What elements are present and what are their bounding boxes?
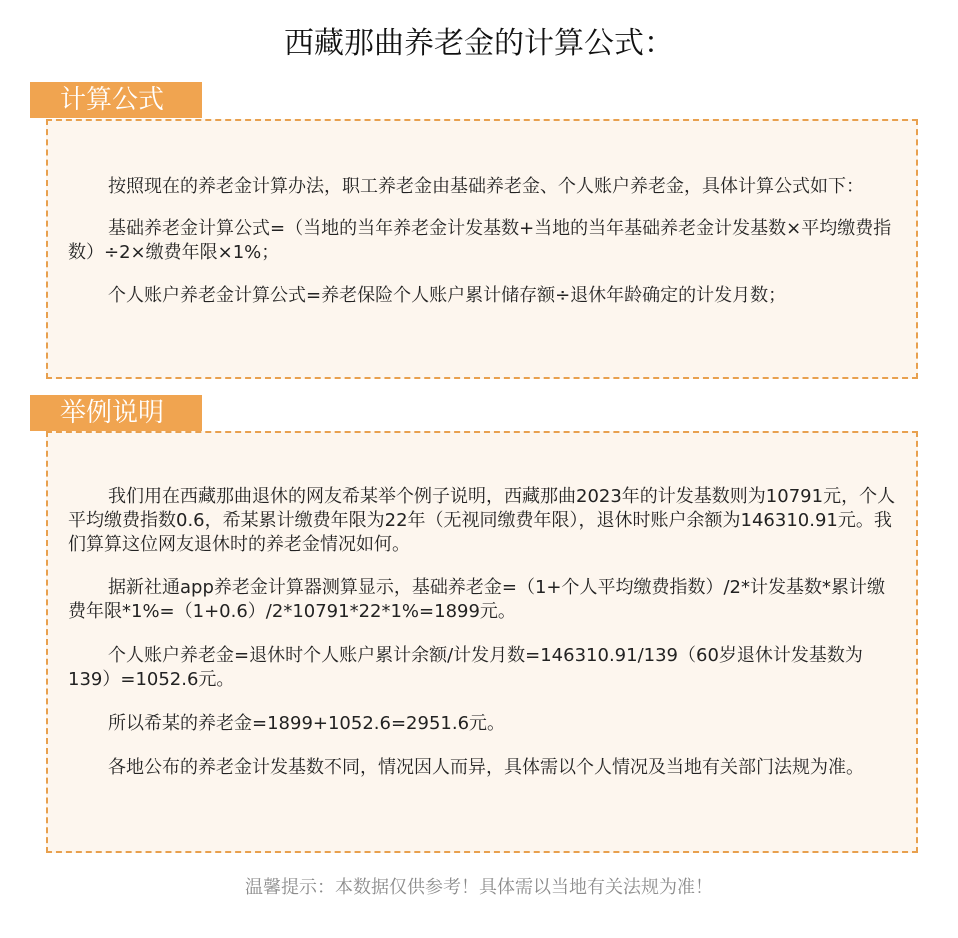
formula-paragraph: 基础养老金计算公式=（当地的当年养老金计发基数+当地的当年基础养老金计发基数×平均缴费指数）÷2×缴费年限×1%； <box>68 218 892 263</box>
example-paragraph: 个人账户养老金=退休时个人账户累计余额/计发月数=146310.91/139（60岁退休计发基数为139）=1052.6元。 <box>68 645 863 690</box>
section-tab-example: 举例说明 <box>30 395 202 431</box>
example-paragraph: 我们用在西藏那曲退休的网友希某举个例子说明，西藏那曲2023年的计发基数则为10791元，个人平均缴费指数0.6，希某累计缴费年限为22年（无视同缴费年限），退休时账户余额为146310.91元。我们算算这位网友退休时的养老金情况如何。 <box>68 486 896 555</box>
example-paragraph: 据新社通app养老金计算器测算显示，基础养老金=（1+个人平均缴费指数）/2*计发基数*累计缴费年限*1%=（1+0.6）/2*10791*22*1%=1899元。 <box>68 577 886 622</box>
example-paragraph: 各地公布的养老金计发基数不同，情况因人而异，具体需以个人情况及当地有关部门法规为准。 <box>108 757 864 778</box>
formula-paragraph: 个人账户养老金计算公式=养老保险个人账户累计储存额÷退休年龄确定的计发月数； <box>108 285 787 306</box>
example-box <box>46 431 918 853</box>
formula-paragraph: 按照现在的养老金计算办法，职工养老金由基础养老金、个人账户养老金，具体计算公式如下： <box>108 176 864 197</box>
formula-section <box>30 82 920 382</box>
section-tab-formula: 计算公式 <box>30 82 202 118</box>
example-paragraph: 所以希某的养老金=1899+1052.6=2951.6元。 <box>108 713 506 734</box>
page-title: 西藏那曲养老金的计算公式： <box>284 26 674 61</box>
example-section <box>30 395 920 855</box>
footer-notice: 温馨提示：本数据仅供参考！具体需以当地有关法规为准！ <box>245 877 713 898</box>
formula-box <box>46 119 918 379</box>
